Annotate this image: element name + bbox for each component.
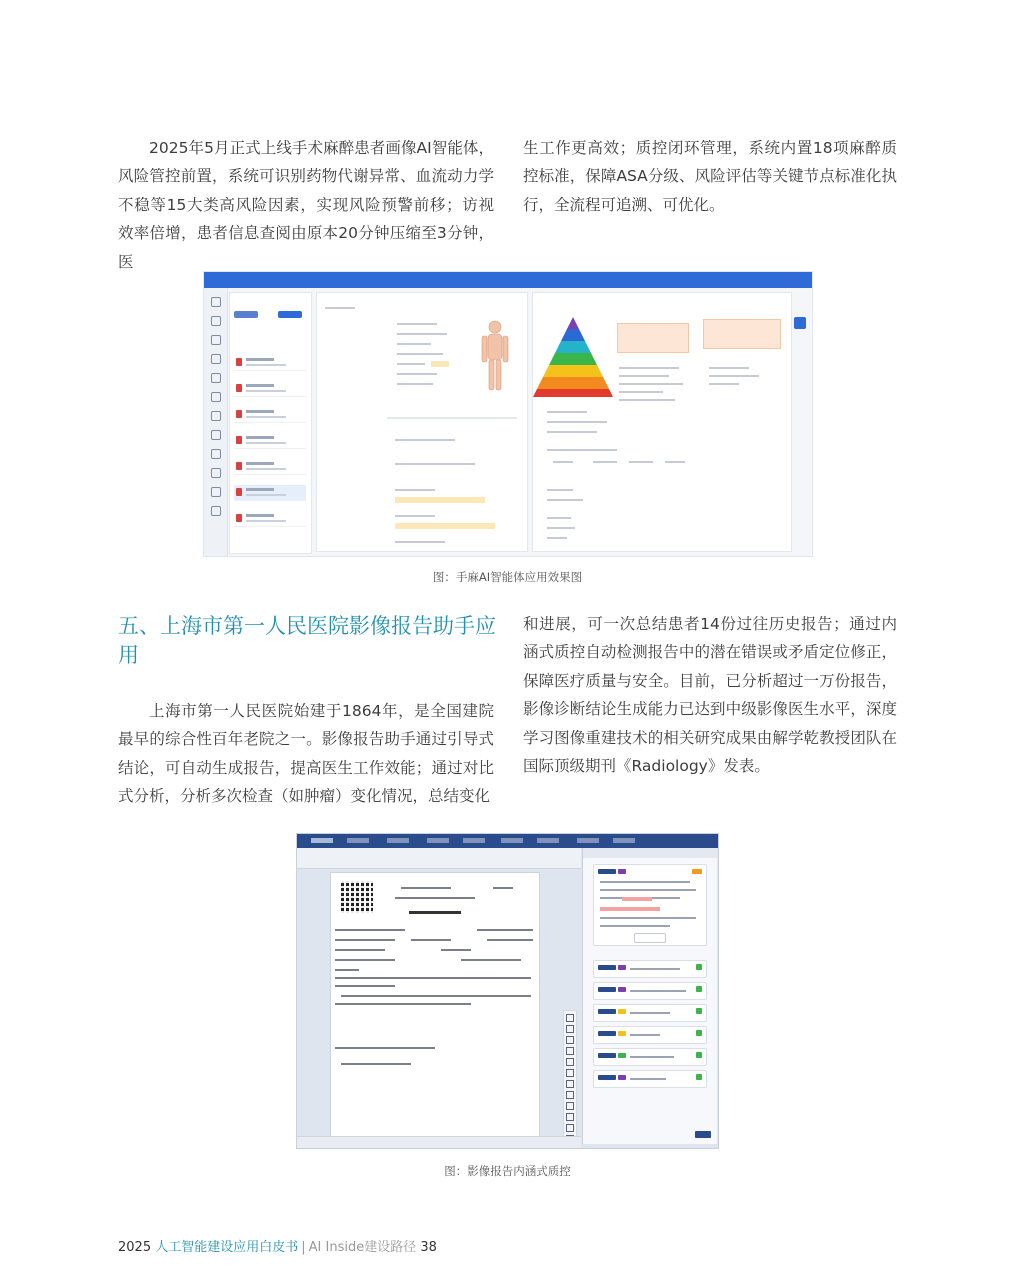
- risk-card: [703, 319, 781, 349]
- nav-icon: [211, 392, 221, 402]
- radiology-report-screenshot: [296, 833, 719, 1149]
- page-number: 38: [420, 1240, 437, 1255]
- side-tool-strip: [563, 1010, 577, 1142]
- intro-right-paragraph: 生工作更高效；质控闭环管理，系统内置18项麻醉质控标准，保障ASA分级、风险评估等关键节点标准化执行，全流程可追溯、可优化。: [523, 139, 897, 214]
- risk-assessment-pane: [532, 292, 792, 552]
- nav-icon: [211, 316, 221, 326]
- status-bar: [297, 1136, 581, 1149]
- nav-icon: [211, 506, 221, 516]
- footer-subtitle: AI Inside建设路径: [308, 1240, 417, 1255]
- section5-right-paragraph: 和进展，可一次总结患者14份过往历史报告；通过内涵式质控自动检测报告中的潜在错误或矛盾定位修正，保障医疗质量与安全。目前，已分析超过一万份报告，影像诊断结论生成能力已达到中级影像医生水平，深度学习图像重建技术的相关研究成果由解学乾教授团队在国际顶级期刊《Radiology》发表。: [523, 615, 897, 776]
- figure2-caption: 图：影像报告内涵式质控: [444, 1164, 571, 1178]
- footer-year: 2025: [118, 1240, 152, 1255]
- nav-icon: [211, 468, 221, 478]
- qc-item-card: [593, 1070, 707, 1088]
- body-figure-diagram: [317, 293, 527, 551]
- nav-icon: [211, 335, 221, 345]
- section-heading: 五、上海市第一人民医院影像报告助手应用: [118, 614, 496, 667]
- intro-left-paragraph: 2025年5月正式上线手术麻醉患者画像AI智能体，风险管控前置，系统可识别药物代谢异常、血流动力学不稳等15大类高风险因素，实现风险预警前移；访视效率倍增，患者信息查阅由原本20分钟压缩至3分钟，医: [118, 139, 494, 271]
- qc-item-card: [593, 1004, 707, 1022]
- patient-row: [234, 511, 306, 527]
- app-title-bar: [204, 272, 812, 288]
- nav-icon: [211, 430, 221, 440]
- nav-icon: [211, 487, 221, 497]
- qc-item-card: [593, 1048, 707, 1066]
- page-footer: [118, 1236, 437, 1255]
- qc-item-card: [593, 982, 707, 1000]
- patient-list-pane: [229, 292, 312, 554]
- patient-row: [234, 459, 306, 475]
- anesthesia-ai-screenshot: [203, 271, 813, 557]
- app-menu-bar: [297, 834, 718, 848]
- risk-card: [617, 323, 689, 353]
- nav-icon: [211, 449, 221, 459]
- patient-row-selected: [234, 485, 306, 501]
- report-document: [330, 872, 540, 1138]
- patient-row: [234, 381, 306, 397]
- editor-toolbar: [297, 848, 581, 869]
- nav-rail: [204, 288, 228, 556]
- patient-row: [234, 433, 306, 449]
- patient-row: [234, 407, 306, 423]
- footer-title: 人工智能建设应用白皮书: [155, 1240, 299, 1255]
- qc-item-card: [593, 960, 707, 978]
- nav-icon: [211, 354, 221, 364]
- nav-icon: [211, 411, 221, 421]
- qc-item-card: [593, 1026, 707, 1044]
- list-tab: [278, 311, 302, 318]
- section5-left-paragraph: 上海市第一人民医院始建于1864年，是全国建院最早的综合性百年老院之一。影像报告助手通过引导式结论，可自动生成报告，提高医生工作效能；通过对比式分析，分析多次检查（如肿瘤）变化情况，总结变化: [118, 702, 494, 806]
- footer-separator: |: [301, 1240, 306, 1255]
- figure1-caption: 图：手麻AI智能体应用效果图: [432, 570, 583, 584]
- patient-portrait-pane: [316, 292, 528, 552]
- patient-row: [234, 355, 306, 371]
- list-tab: [234, 311, 258, 318]
- side-action-button: [794, 317, 806, 329]
- nav-icon: [211, 373, 221, 383]
- nav-icon: [211, 297, 221, 307]
- panel-action-button: [695, 1131, 711, 1138]
- quality-control-panel: [582, 848, 717, 1144]
- qc-expanded-card: [593, 864, 707, 946]
- panel-tabs: [583, 848, 717, 858]
- risk-pyramid-chart: [533, 293, 791, 413]
